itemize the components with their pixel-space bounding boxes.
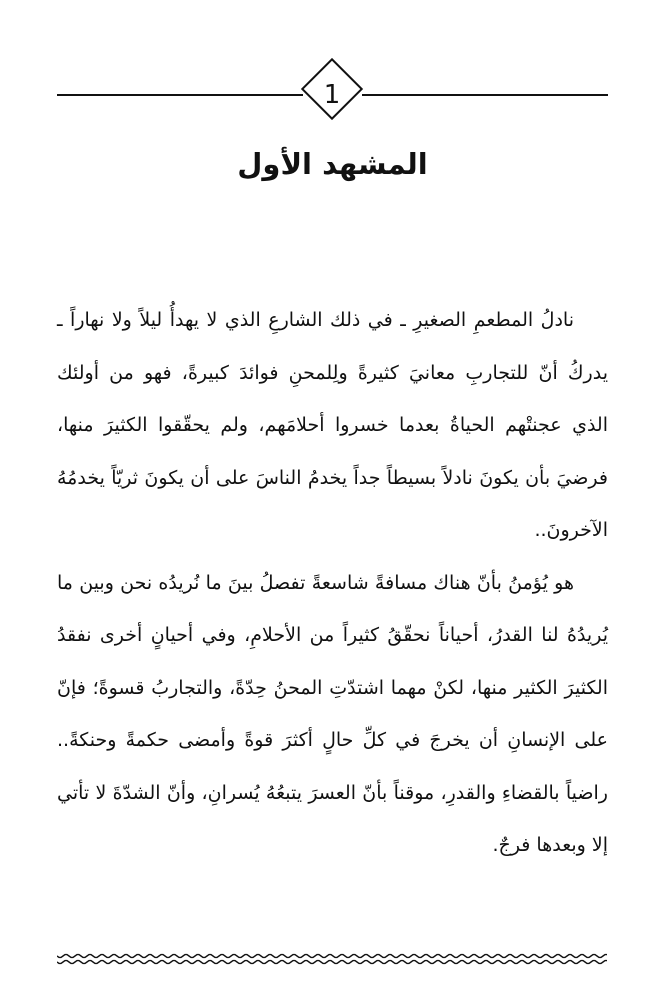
chapter-title: المشهد الأول xyxy=(237,147,428,181)
header-rule-right xyxy=(362,94,608,96)
paragraph-2: هو يُؤمنُ بأنّ هناك مسافةً شاسعةً تفصلُ بينَ ما نُريدُه نحن وبين ما يُريدُهُ لنا القدرُ، أحياناً نحقّقُ كثيراً من الأحلامِ، وفي أحيانٍ أخرى نفقدُ الكثيرَ الكثير منها، لكنْ مهما اشتدّتِ المحنُ حِدّةً، والتجاربُ قسوةً؛ فإنّ على الإنسانِ أن يخرجَ في كلِّ حالٍ أكثرَ قوةً وأمضى حكمةً وحنكةً.. راضياً بالقضاءِ والقدرِ، موقناً بأنّ العسرَ يتبعُهُ يُسرانِ، وأنّ الشدّةَ لا تأتي إلا وبعدها فرجٌ. xyxy=(57,571,608,856)
wave-line-top xyxy=(57,955,607,958)
body-text xyxy=(57,294,608,872)
chapter-number: 1 xyxy=(323,80,341,110)
chapter-header xyxy=(57,58,608,134)
bottom-wave-divider xyxy=(57,952,608,966)
wave-line-bottom xyxy=(57,961,607,964)
paragraph-1: نادلُ المطعمِ الصغيرِ ـ في ذلك الشارعِ الذي لا يهدأُ ليلاً ولا نهاراً ـ يدركُ أنّ للتجاربِ معانيَ كثيرةً ولِلمحنِ فوائدَ كبيرةً، فهو من أولئك الذي عجنتْهم الحياةُ بعدما خسروا أحلامَهم، ولم يحقّقوا الكثيرَ منها، فرضيَ بأن يكونَ نادلاً بسيطاً جداً يخدمُ الناسَ على أن يكونَ ثريّاً يخدمُهُ الآخرونَ.. xyxy=(57,309,608,541)
header-rule-left xyxy=(57,94,303,96)
